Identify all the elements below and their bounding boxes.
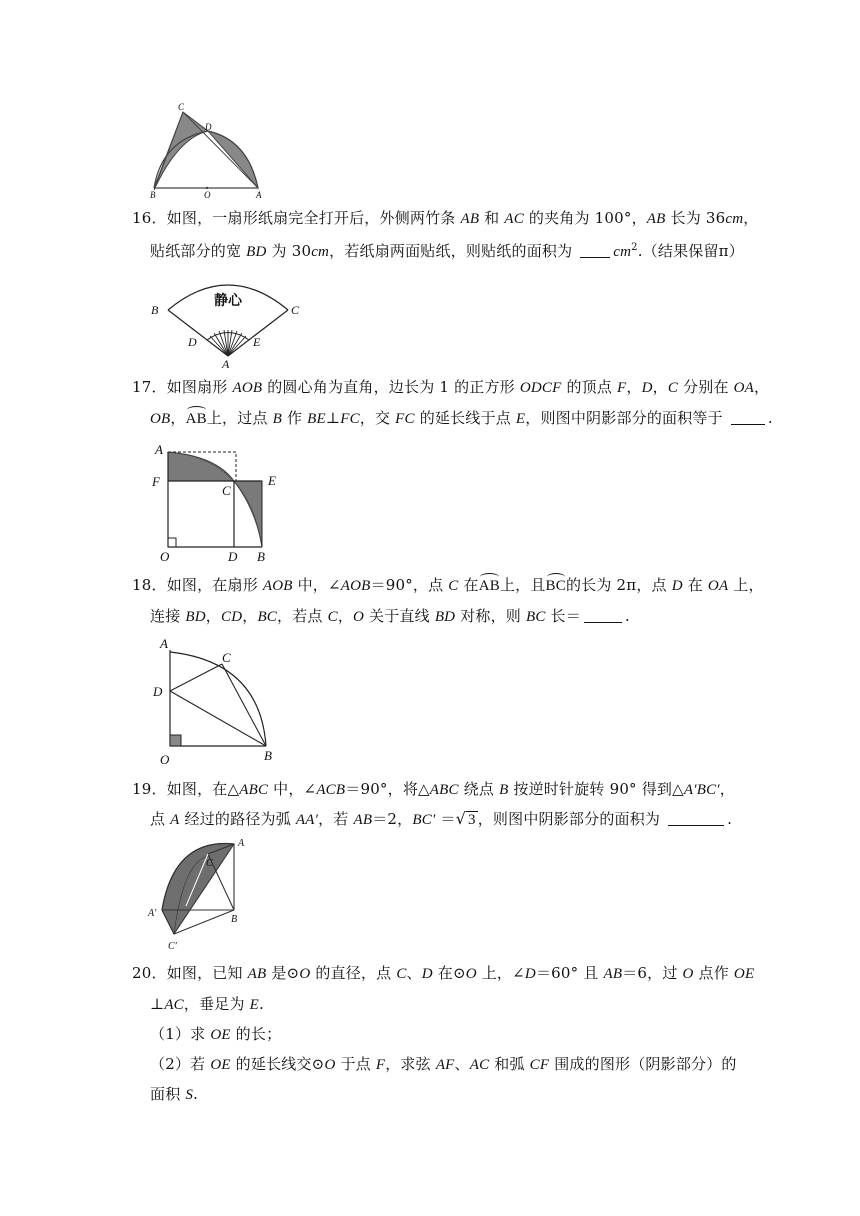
q19-line2: 点 A 经过的路径为弧 AA′，若 AB＝2，BC′ ＝√ 3 ，则图中阴影部分的面积为 .	[150, 809, 733, 828]
label-17-O: O	[160, 549, 170, 563]
q20-line1: 20．如图，已知 AB 是⊙O 的直径，点 C、D 在⊙O 上，∠D＝60° 且 AB＝6，过 O 点作 OE	[132, 964, 755, 982]
q20-sub2: （2）若 OE 的延长线交⊙O 于点 F，求弦 AF、AC 和弧 CF 围成的图形（阴影部分）的	[150, 1055, 737, 1073]
q16-number: 16．	[132, 209, 167, 227]
q17-line1: 17．如图扇形 AOB 的圆心角为直角，边长为 1 的正方形 ODCF 的顶点 F，D，C 分别在 OA，	[132, 378, 770, 396]
q17-answer-blank	[731, 410, 765, 425]
label-17-B: B	[257, 549, 265, 563]
q19-line1: 19．如图，在△ABC 中，∠ACB＝90°，将△ABC 绕点 B 按逆时针旋转 90° 得到△A′BC′，	[132, 780, 735, 798]
q17-line2: OB，AB上，过点 B 作 BE⊥FC，交 FC 的延长线于点 E，则图中阴影部分的面积等于 .	[150, 409, 773, 427]
label-15-A: A	[256, 190, 262, 200]
label-17-C: C	[222, 483, 231, 498]
label-16-D: D	[188, 335, 197, 349]
line-18-cd	[170, 664, 222, 691]
right-angle-17	[168, 538, 176, 547]
figure-15	[140, 100, 280, 200]
figure-16	[148, 270, 308, 370]
label-16-E: E	[253, 335, 261, 349]
label-15-D: D	[205, 122, 212, 132]
q19-answer-blank	[668, 811, 724, 826]
q20-sub3: 面积 S.	[150, 1085, 199, 1103]
label-17-E: E	[268, 473, 276, 488]
label-15-C: C	[178, 102, 185, 112]
shade-15-right	[208, 131, 258, 188]
shade-19	[162, 844, 234, 934]
label-19-A: A	[238, 838, 245, 849]
figure-19	[146, 836, 256, 956]
label-18-A: A	[160, 636, 168, 651]
q20-sub1: （1）求 OE 的长；	[150, 1025, 282, 1043]
label-17-F: F	[152, 474, 160, 489]
label-16-B: B	[151, 303, 159, 317]
q16-line1: 16．如图，一扇形纸扇完全打开后，外侧两竹条 AB 和 AC 的夹角为 100°，AB 长为 36cm，	[132, 209, 759, 227]
right-angle-18	[170, 735, 181, 746]
label-18-O: O	[160, 752, 170, 767]
q18-line2: 连接 BD，CD，BC，若点 C，O 关于直线 BD 对称，则 BC 长＝ .	[150, 607, 630, 625]
label-17-D: D	[228, 549, 238, 563]
shade-15-left	[154, 112, 208, 190]
label-18-B: B	[264, 748, 272, 763]
figure-17	[148, 438, 288, 563]
shade-17-right	[234, 481, 262, 547]
label-19-C: C	[206, 858, 213, 869]
fan-16-ac	[228, 310, 288, 356]
label-19-B: B	[231, 914, 238, 925]
label-17-A: A	[155, 442, 163, 457]
label-19-A1: A′	[148, 908, 157, 919]
shade-17-top	[168, 452, 234, 481]
figure-18	[148, 636, 288, 771]
label-16-C: C	[291, 303, 300, 317]
line-15-ca	[183, 112, 258, 188]
q16-answer-blank	[580, 243, 610, 258]
label-19-C1: C′	[168, 941, 177, 952]
label-18-C: C	[222, 650, 231, 665]
q18-answer-blank	[584, 608, 622, 623]
label-18-D: D	[153, 684, 163, 699]
fan-16-ab	[168, 310, 228, 356]
q16-line2: 贴纸部分的宽 BD 为 30cm，若纸扇两面贴纸，则贴纸的面积为 $cm^2$.（结果保留π）	[150, 242, 744, 260]
q20-line2: ⊥AC，垂足为 E.	[150, 995, 265, 1013]
fan-16-text: 静心	[214, 293, 242, 309]
q18-line1: 18．如图，在扇形 AOB 中，∠AOB＝90°，点 C 在AB上，且BC的长为 2π，点 D 在 OA 上，	[132, 576, 764, 594]
label-15-O: O	[204, 190, 211, 200]
label-16-A: A	[222, 357, 230, 370]
point-15-O	[206, 187, 208, 189]
label-15-B: B	[150, 190, 156, 200]
fan-16-ribs	[210, 330, 246, 356]
